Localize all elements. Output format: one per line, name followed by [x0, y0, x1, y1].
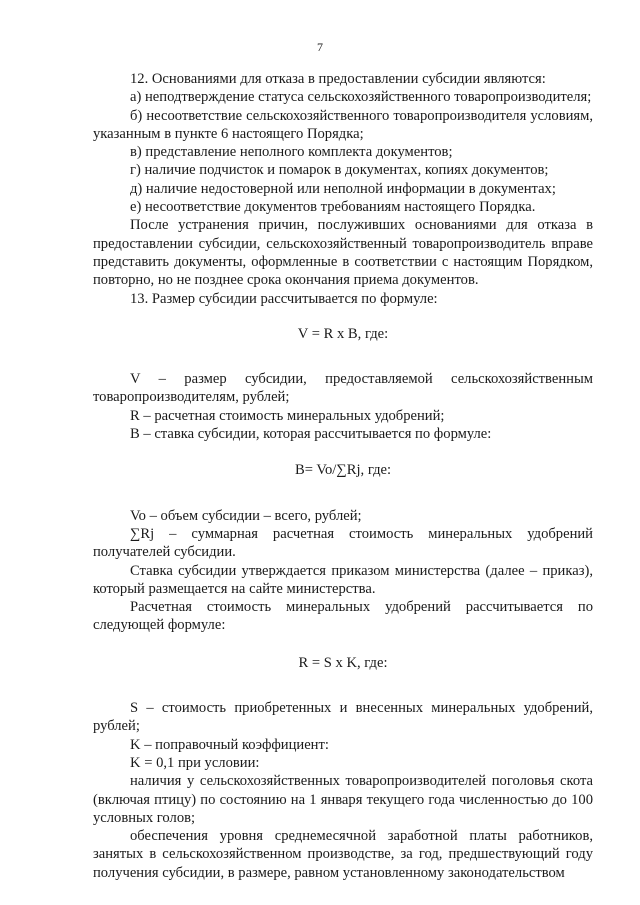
item-d: д) наличие недостоверной или неполной информации в документах; — [130, 180, 556, 197]
rate-approval-paragraph: Ставка субсидии утверждается приказом министерства (далее – приказ), который размещается на сайте министерства. — [93, 562, 593, 597]
definition-s: S – стоимость приобретенных и внесенных минеральных удобрений, рублей; — [93, 700, 593, 735]
definition-v: V – размер субсидии, предоставляемой сельскохозяйственным товаропроизводителям, рублей; — [93, 371, 593, 406]
paragraph-12-heading: 12. Основаниями для отказа в предоставлении субсидии являются: — [130, 71, 546, 87]
resubmission-paragraph: После устранения причин, послуживших основаниями для отказа в предоставлении субсидии, сельскохозяйственный товаропроизводитель вправе представить документы, оформленные в соответствии с настоящим Порядком, повторно, но не позднее срока окончания приема документов. — [93, 217, 593, 289]
item-e: е) несоответствие документов требованиям настоящего Порядка. — [130, 199, 536, 216]
page-number: 7 — [317, 40, 323, 54]
paragraph-13-heading: 13. Размер субсидии рассчитывается по формуле: — [130, 290, 438, 307]
formula-r: R = S х K, где: — [298, 654, 388, 671]
estimated-cost-paragraph: Расчетная стоимость минеральных удобрений рассчитывается по следующей формуле: — [93, 599, 593, 634]
definition-r: R – расчетная стоимость минеральных удобрений; — [130, 407, 445, 424]
formula-v: V = R х B, где: — [297, 325, 389, 342]
condition-wages: обеспечения уровня среднемесячной заработной платы работников, занятых в сельскохозяйственном производстве, за год, предшествующий году получения субсидии, в размере, равном установленному законодательством — [93, 828, 593, 881]
definition-b: B – ставка субсидии, которая рассчитывается по формуле: — [130, 426, 492, 443]
k-condition: K = 0,1 при условии: — [130, 754, 260, 771]
item-v: в) представление неполного комплекта документов; — [130, 144, 453, 161]
definition-vo: Vo – объем субсидии – всего, рублей; — [130, 507, 362, 524]
item-b: б) несоответствие сельскохозяйственного товаропроизводителя условиям, указанным в пункте 6 настоящего Порядка; — [93, 107, 593, 142]
definition-k: K – поправочный коэффициент: — [130, 736, 329, 753]
condition-livestock: наличия у сельскохозяйственных товаропроизводителей поголовья скота (включая птицу) по состоянию на 1 января текущего года численностью до 100 условных голов; — [93, 773, 593, 826]
definition-sum-rj: ∑Rj – суммарная расчетная стоимость минеральных удобрений получателей субсидии. — [93, 525, 593, 561]
formula-b: B= Vo/∑Rj, где: — [294, 462, 392, 479]
item-g: г) наличие подчисток и помарок в документах, копиях документов; — [130, 162, 549, 179]
document-body — [93, 70, 593, 882]
item-a: а) неподтверждение статуса сельскохозяйственного товаропроизводителя; — [130, 89, 592, 106]
